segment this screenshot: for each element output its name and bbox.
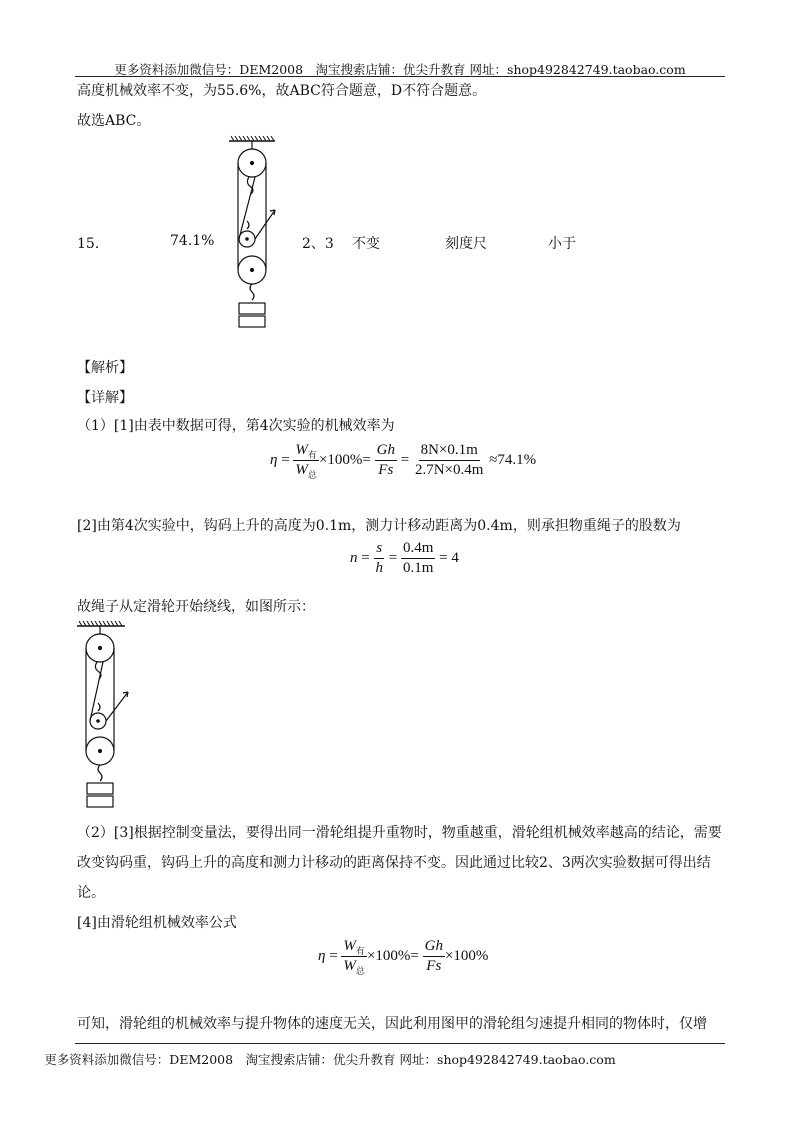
page-footer: 更多资料添加微信号：DEM2008 淘宝搜索店铺：优尖升教育 网址：shop492842749.taobao.com [44, 1052, 616, 1067]
paragraph-1: （1）[1]由表中数据可得，第4次实验的机械效率为 [77, 418, 395, 434]
analysis-tag: 【解析】 [77, 360, 133, 376]
rope-count-formula: n = $\frac{s}{h}$ = $\frac{0.4m}{0.1m}$ = 4 [350, 540, 459, 576]
paragraph-2: [2]由第4次实验中，钩码上升的高度为0.1m，测力计移动距离为0.4m，则承担物重绳子的股数为 [77, 518, 681, 534]
text-line-2: 故选ABC。 [77, 113, 151, 129]
detail-tag: 【详解】 [77, 390, 133, 406]
question-number: 15． [77, 236, 109, 252]
paragraph-6: 可知，滑轮组的机械效率与提升物体的速度无关，因此利用图甲的滑轮组匀速提升相同的物体时，仅增 [77, 1016, 707, 1032]
pulley-diagram-solution [73, 620, 138, 815]
efficiency-formula-1: η = $\frac{W_有}{W_总}$ ×100%= $\frac{Gh}{Fs}$ = $\frac{8N\times 0.1m}{2.7N\times 0.4m}$ ≈74.1% [270, 442, 537, 480]
paragraph-4a: （2）[3]根据控制变量法，要得出同一滑轮组提升重物时，物重越重，滑轮组机械效率越高的结论，需要 [77, 825, 722, 841]
footer-rule [75, 1043, 725, 1044]
answer-5: 小于 [548, 236, 576, 252]
paragraph-5: [4]由滑轮组机械效率公式 [77, 915, 237, 931]
answer-4: 刻度尺 [445, 236, 487, 252]
page-header: 更多资料添加微信号：DEM2008 淘宝搜索店铺：优尖升教育 网址：shop492842749.taobao.com [114, 62, 686, 77]
text-line-1: 高度机械效率不变，为55.6%，故ABC符合题意，D不符合题意。 [77, 83, 487, 99]
header-rule [75, 76, 725, 77]
paragraph-4c: 论。 [77, 885, 105, 901]
paragraph-4b: 改变钩码重，钩码上升的高度和测力计移动的距离保持不变。因此通过比较2、3两次实验数据可得出结 [77, 855, 711, 871]
answer-1: 74.1% [170, 233, 215, 249]
efficiency-formula-2: η = $\frac{W_有}{W_总}$ ×100%= $\frac{Gh}{Fs}$ ×100% [318, 938, 489, 976]
pulley-diagram-answer [225, 135, 285, 335]
answer-3: 不变 [352, 236, 380, 252]
paragraph-3: 故绳子从定滑轮开始绕线，如图所示： [77, 599, 315, 615]
answer-2: 2、3 [302, 236, 334, 252]
